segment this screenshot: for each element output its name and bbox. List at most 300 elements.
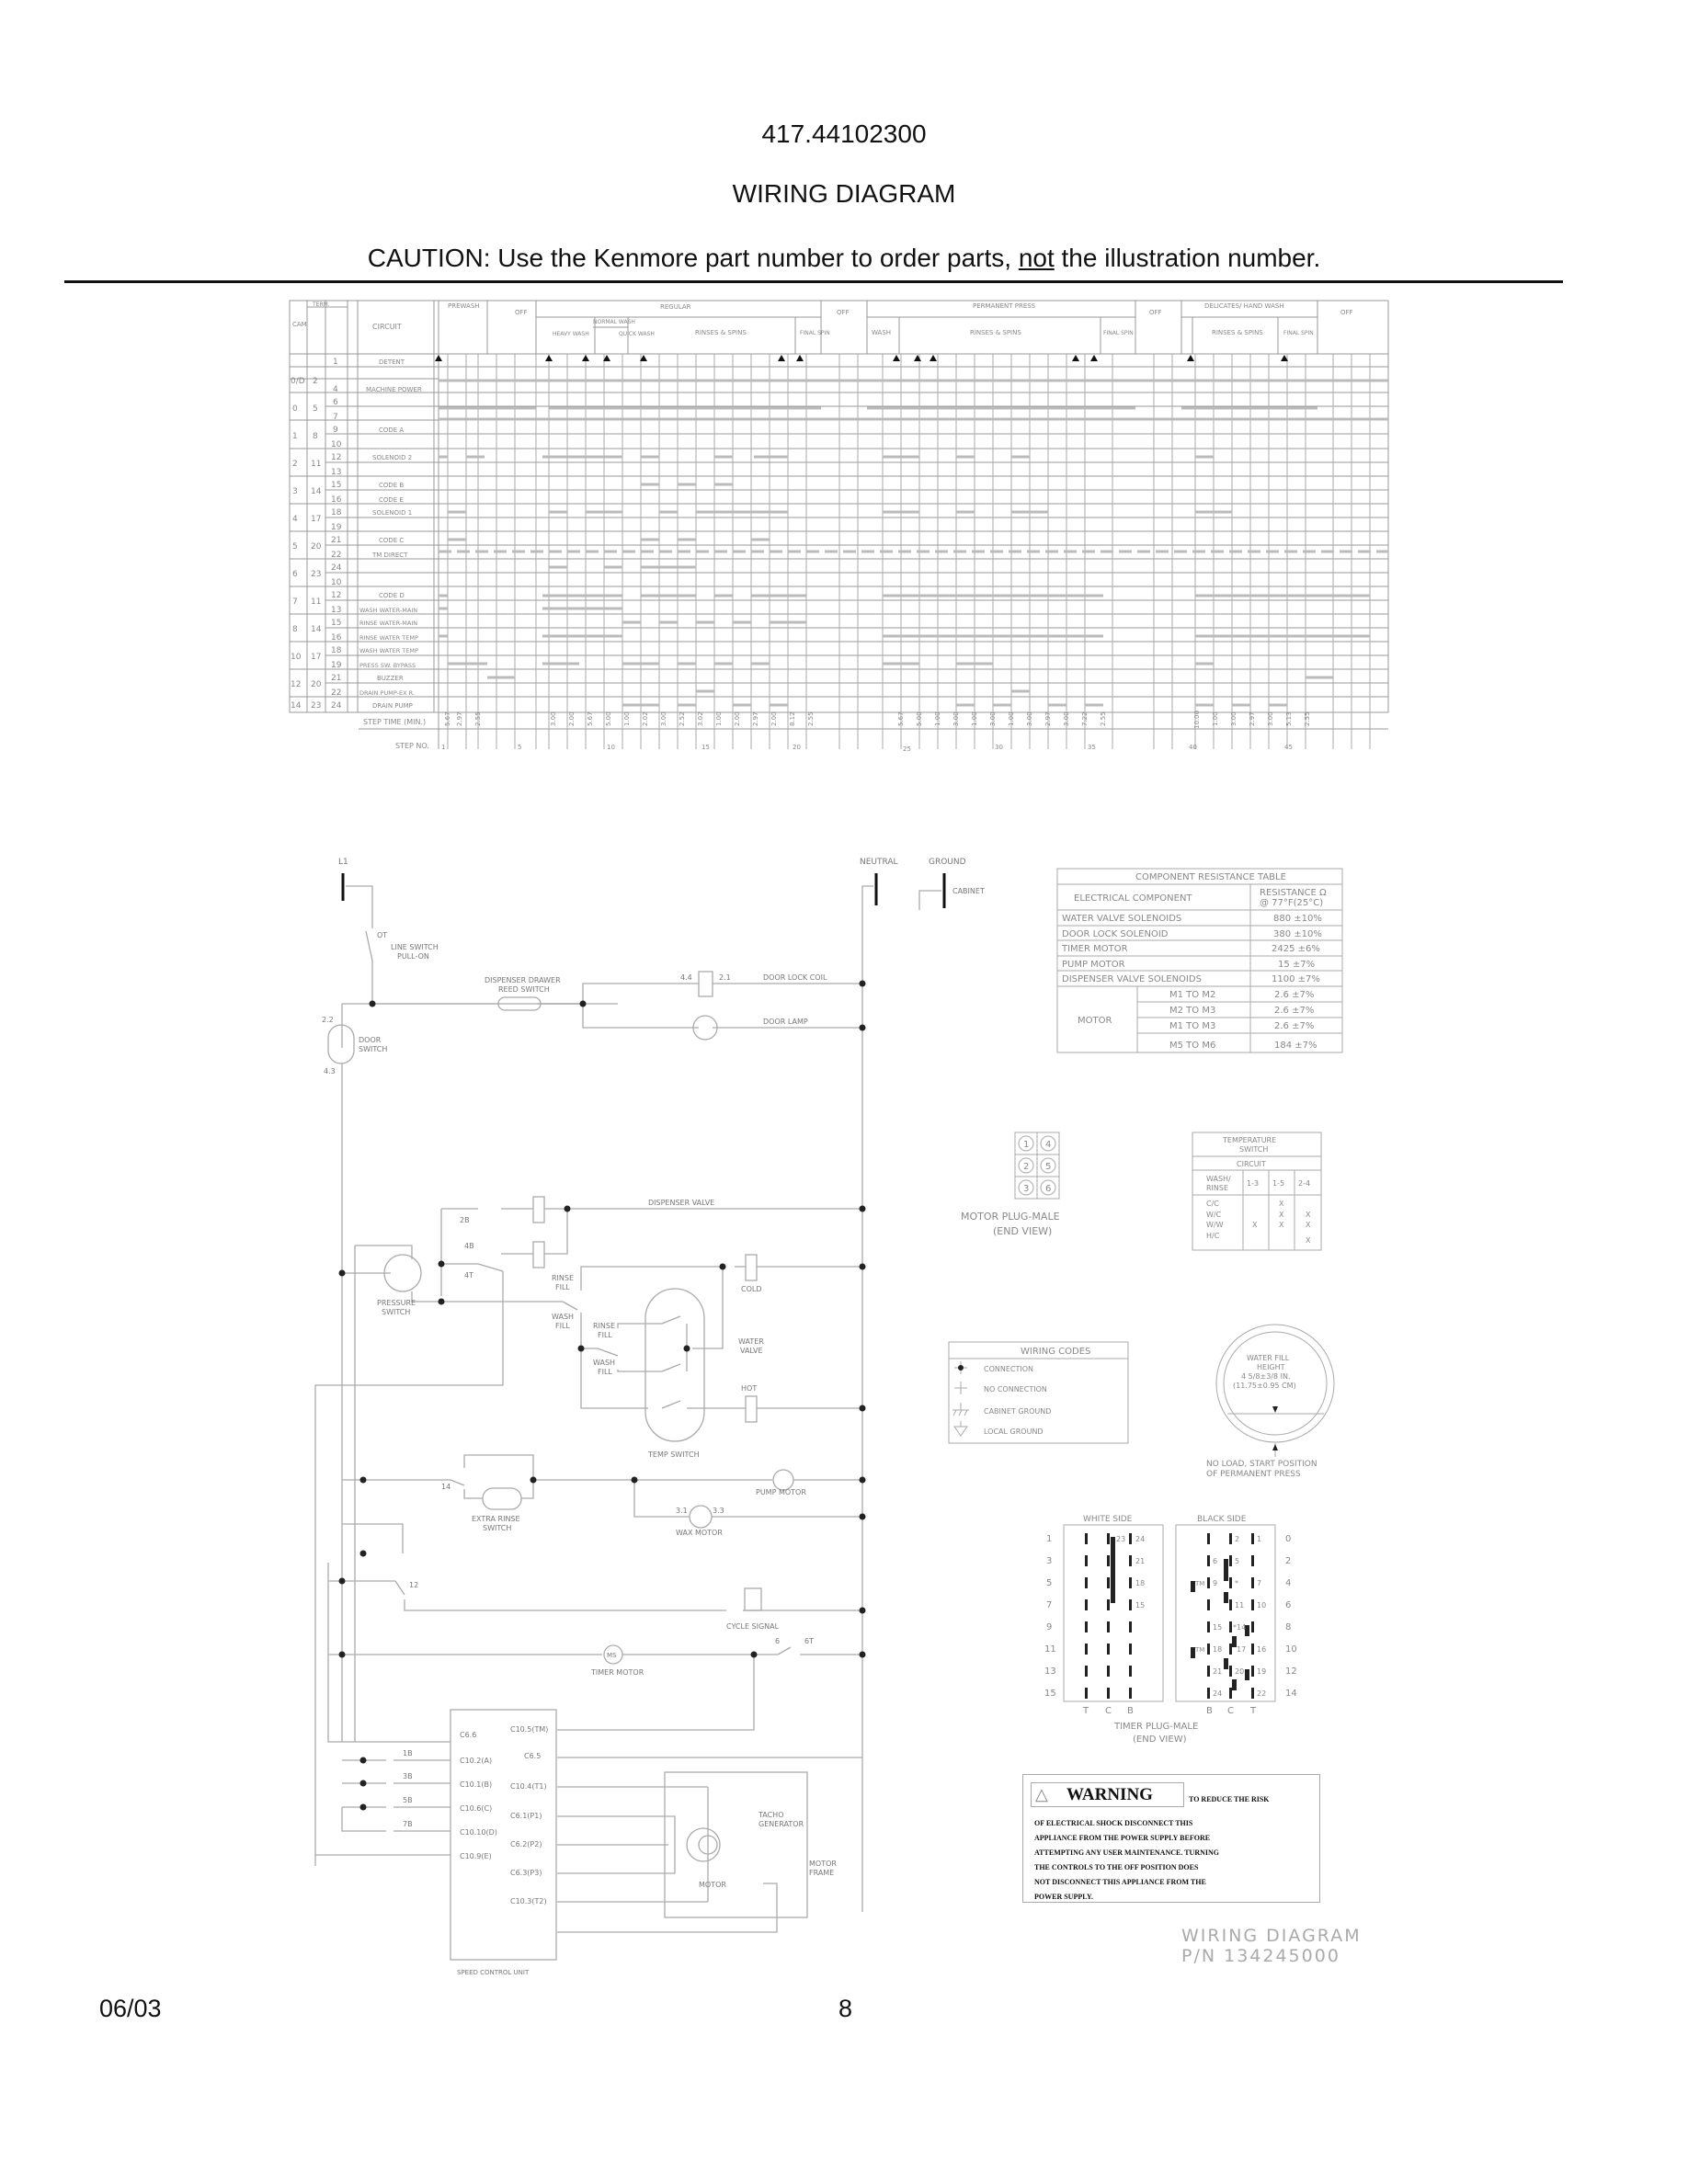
svg-text:15: 15: [1044, 1689, 1056, 1699]
svg-text:15: 15: [1135, 1601, 1146, 1610]
cam-cell: 7: [292, 597, 298, 607]
temp-switch-table: [1192, 1132, 1321, 1250]
svg-text:1-5: 1-5: [1272, 1179, 1285, 1188]
sub-quick-wash: QUICK WASH: [619, 331, 655, 337]
svg-text:3.00: 3.00: [952, 711, 960, 726]
cam-cell: 12: [291, 680, 302, 689]
svg-text:RINSE: RINSE: [1206, 1184, 1229, 1192]
svg-text:11: 11: [1044, 1644, 1056, 1655]
junction-dots: [339, 981, 866, 1811]
svg-text:9: 9: [1046, 1622, 1053, 1632]
fixed-cell: 4: [333, 385, 338, 394]
svg-text:184 ±7%: 184 ±7%: [1274, 1041, 1317, 1051]
svg-text:4B: 4B: [464, 1242, 474, 1250]
svg-text:380 ±10%: 380 ±10%: [1273, 929, 1322, 939]
svg-text:3.00: 3.00: [660, 711, 667, 726]
circuit-cell: CODE A: [379, 427, 405, 434]
svg-text:DISPENSER DRAWER: DISPENSER DRAWER: [485, 976, 561, 984]
svg-text:2.97: 2.97: [1249, 711, 1256, 726]
cycle-off-1: OFF: [515, 309, 528, 316]
cycle-prewash: PREWASH: [448, 302, 480, 310]
cycle-permanent-press: PERMANENT PRESS: [973, 302, 1036, 310]
active-cell: 23: [311, 570, 322, 579]
svg-text:10: 10: [607, 744, 615, 751]
fixed-cell: 1: [333, 358, 338, 367]
step-no-label: STEP NO.: [395, 742, 429, 750]
svg-text:PRESSURE: PRESSURE: [377, 1299, 416, 1307]
cycle-regular: REGULAR: [660, 303, 691, 311]
svg-text:FILL: FILL: [598, 1368, 612, 1376]
svg-text:3.00: 3.00: [1026, 711, 1033, 726]
svg-text:12: 12: [1285, 1666, 1297, 1677]
svg-text:*: *: [1235, 1579, 1238, 1587]
svg-text:6: 6: [1045, 1184, 1052, 1194]
sub-final-spin-reg: FINAL SPIN: [800, 330, 830, 336]
svg-text:4: 4: [1285, 1578, 1292, 1588]
fixed-cell: 12: [331, 453, 342, 462]
svg-text:8: 8: [1285, 1622, 1292, 1632]
svg-text:TEMP SWITCH: TEMP SWITCH: [648, 1450, 700, 1459]
svg-text:2.02: 2.02: [642, 711, 649, 726]
svg-text:2.6 ±7%: 2.6 ±7%: [1274, 1021, 1315, 1031]
svg-text:X: X: [1279, 1211, 1284, 1219]
svg-text:PUMP MOTOR: PUMP MOTOR: [756, 1488, 806, 1496]
svg-text:B: B: [1127, 1706, 1134, 1716]
fixed-cell: 21: [331, 674, 342, 683]
svg-text:WATER: WATER: [738, 1337, 764, 1346]
svg-text:17: 17: [1237, 1645, 1247, 1654]
active-cell: 17: [311, 515, 322, 524]
svg-text:T: T: [1083, 1706, 1089, 1716]
svg-text:W/W: W/W: [1206, 1221, 1224, 1229]
step-times: [444, 711, 1311, 729]
svg-text:45: 45: [1284, 744, 1293, 751]
diagram-part-number: WIRING DIAGRAM P/N 134245000: [1181, 1926, 1362, 1966]
sub-final-spin-pp: FINAL SPIN: [1103, 330, 1134, 336]
caution-suffix: the illustration number.: [1054, 244, 1321, 272]
active-cell: 17: [311, 653, 322, 662]
svg-text:X: X: [1252, 1221, 1258, 1229]
svg-text:20: 20: [793, 744, 801, 751]
svg-text:WASH/: WASH/: [1206, 1175, 1231, 1183]
water-fill-diagram: [1206, 1325, 1334, 1479]
active-cell: 2: [313, 377, 318, 386]
svg-text:3.1: 3.1: [676, 1507, 688, 1515]
svg-text:C: C: [1227, 1706, 1234, 1716]
circuit-cell: WASH WATER TEMP: [359, 647, 418, 654]
svg-text:6: 6: [1213, 1557, 1218, 1565]
svg-text:HOT: HOT: [741, 1384, 758, 1393]
svg-text:20: 20: [1235, 1667, 1245, 1676]
sub-rinses-spins-pp: RINSES & SPINS: [970, 329, 1021, 336]
schematic-labels: [322, 858, 985, 1976]
circuit-cell: CODE D: [379, 592, 405, 599]
svg-text:TIMER MOTOR: TIMER MOTOR: [1062, 944, 1128, 954]
svg-text:X: X: [1279, 1200, 1284, 1208]
svg-text:ELECTRICAL COMPONENT: ELECTRICAL COMPONENT: [1074, 893, 1192, 904]
svg-text:C10.9(E): C10.9(E): [460, 1852, 492, 1860]
wiring-codes-legend: [949, 1342, 1128, 1443]
step-time-label: STEP TIME (MIN.): [363, 718, 427, 726]
svg-text:25: 25: [903, 745, 911, 753]
svg-text:3: 3: [1046, 1556, 1053, 1566]
svg-text:C6.6: C6.6: [460, 1731, 477, 1739]
svg-text:TM: TM: [1195, 1646, 1205, 1654]
svg-text:DOOR LOCK COIL: DOOR LOCK COIL: [763, 973, 827, 982]
cam-cell: 0/D: [291, 377, 305, 386]
svg-text:M2 TO M3: M2 TO M3: [1169, 1006, 1216, 1016]
svg-text:5: 5: [1235, 1557, 1240, 1565]
svg-text:CONNECTION: CONNECTION: [984, 1365, 1034, 1373]
svg-text:35: 35: [1088, 744, 1096, 751]
motor-plug: [961, 1132, 1060, 1237]
timer-chart: [290, 301, 1388, 749]
svg-text:DOOR LAMP: DOOR LAMP: [763, 1018, 808, 1026]
svg-text:7: 7: [1046, 1600, 1053, 1610]
svg-text:WAX MOTOR: WAX MOTOR: [676, 1529, 723, 1537]
svg-text:C10.2(A): C10.2(A): [460, 1757, 493, 1765]
sub-normal-wash: NORMAL WASH: [593, 319, 635, 325]
svg-text:WHITE SIDE: WHITE SIDE: [1083, 1515, 1133, 1524]
cycle-off-2: OFF: [837, 309, 850, 316]
circuit-cell: CODE E: [379, 496, 404, 504]
sub-final-spin-del: FINAL SPIN: [1283, 330, 1314, 336]
svg-text:1.00: 1.00: [1212, 711, 1219, 726]
svg-text:(11.75±0.95 CM): (11.75±0.95 CM): [1233, 1382, 1296, 1390]
timer-plug-diagram: [1044, 1515, 1297, 1745]
circuit-header: CIRCUIT: [372, 323, 402, 331]
svg-text:WASH: WASH: [552, 1313, 575, 1321]
svg-text:2-4: 2-4: [1298, 1179, 1311, 1188]
svg-text:1.00: 1.00: [623, 711, 631, 726]
svg-text:2.55: 2.55: [1304, 711, 1311, 726]
caution-emphasis: not: [1018, 244, 1055, 272]
svg-text:2: 2: [1235, 1535, 1240, 1543]
svg-text:23: 23: [1116, 1535, 1126, 1543]
svg-text:C6.5: C6.5: [524, 1752, 542, 1760]
svg-text:2.6 ±7%: 2.6 ±7%: [1274, 1006, 1315, 1016]
circuit-cell: BUZZER: [377, 675, 404, 682]
svg-text:10: 10: [1257, 1601, 1267, 1610]
svg-text:FRAME: FRAME: [809, 1869, 835, 1877]
svg-text:X: X: [1306, 1236, 1311, 1245]
svg-text:4: 4: [1045, 1140, 1052, 1150]
svg-text:18: 18: [1213, 1645, 1223, 1654]
detent-markers: [435, 355, 1288, 361]
active-cell: 14: [311, 625, 322, 634]
svg-text:CIRCUIT: CIRCUIT: [1237, 1160, 1266, 1168]
svg-text:5.67: 5.67: [897, 711, 905, 726]
svg-text:DISPENSER VALVE SOLENOIDS: DISPENSER VALVE SOLENOIDS: [1062, 974, 1202, 984]
sub-wash-pp: WASH: [872, 329, 892, 336]
svg-text:RESISTANCE Ω: RESISTANCE Ω: [1260, 888, 1327, 898]
svg-text:5.00: 5.00: [916, 711, 923, 726]
svg-text:14: 14: [1285, 1689, 1297, 1699]
circuit-cell: DETENT: [379, 358, 405, 366]
svg-text:WATER FILL: WATER FILL: [1247, 1354, 1290, 1362]
circuit-cell: DRAIN PUMP: [372, 702, 413, 710]
svg-text:1.00: 1.00: [1008, 711, 1015, 726]
svg-text:2.97: 2.97: [752, 711, 759, 726]
svg-text:2.55: 2.55: [474, 711, 482, 726]
svg-text:3.3: 3.3: [713, 1507, 724, 1515]
warning-triangle-icon: △: [1035, 1785, 1048, 1803]
svg-text:WIRING CODES: WIRING CODES: [1021, 1347, 1091, 1357]
svg-text:T: T: [1250, 1706, 1257, 1716]
sub-rinses-spins-del: RINSES & SPINS: [1212, 329, 1263, 336]
fixed-cell: 6: [333, 398, 338, 407]
sub-heavy-wash: HEAVY WASH: [553, 331, 589, 337]
svg-text:3.00: 3.00: [1230, 711, 1237, 726]
svg-text:22: 22: [1257, 1689, 1267, 1698]
svg-text:C6.1(P1): C6.1(P1): [510, 1812, 542, 1820]
svg-text:24: 24: [1135, 1535, 1146, 1543]
svg-text:TACHO: TACHO: [758, 1811, 784, 1819]
svg-text:2B: 2B: [460, 1216, 470, 1224]
fixed-cell: 15: [331, 481, 342, 490]
svg-text:16: 16: [1257, 1645, 1267, 1654]
svg-text:2.00: 2.00: [568, 711, 576, 726]
svg-text:1: 1: [1023, 1140, 1030, 1150]
svg-text:FILL: FILL: [598, 1331, 612, 1339]
svg-text:5: 5: [1046, 1578, 1053, 1588]
svg-text:NO CONNECTION: NO CONNECTION: [984, 1385, 1047, 1393]
fixed-cell: 15: [331, 619, 342, 628]
timer-chart-text: [291, 301, 1353, 753]
circuit-cell: TM DIRECT: [372, 552, 408, 559]
svg-text:MOTOR: MOTOR: [809, 1860, 837, 1868]
svg-text:NEUTRAL: NEUTRAL: [860, 858, 898, 867]
svg-text:C10.5(TM): C10.5(TM): [510, 1725, 549, 1734]
svg-text:SWITCH: SWITCH: [359, 1045, 388, 1053]
svg-text:CYCLE SIGNAL: CYCLE SIGNAL: [726, 1622, 780, 1631]
svg-text:7: 7: [1257, 1579, 1262, 1587]
footer-date: 06/03: [99, 1995, 162, 2022]
svg-text:1: 1: [1257, 1535, 1262, 1543]
svg-text:15: 15: [1213, 1623, 1223, 1632]
fixed-cell: 13: [331, 606, 342, 615]
svg-text:TM: TM: [1195, 1580, 1205, 1587]
svg-text:6: 6: [1285, 1600, 1292, 1610]
svg-text:C6.2(P2): C6.2(P2): [510, 1840, 542, 1848]
active-cell: 20: [311, 680, 322, 689]
circuit-cell: MACHINE POWER: [366, 386, 422, 393]
circuit-cell: WASH WATER-MAIN: [359, 607, 418, 614]
svg-text:13: 13: [1044, 1666, 1056, 1677]
svg-text:3: 3: [1023, 1184, 1030, 1194]
svg-text:M1 TO M3: M1 TO M3: [1169, 1021, 1216, 1031]
page-title: WIRING DIAGRAM: [732, 179, 956, 208]
circuit-cell: PRESS SW. BYPASS: [359, 662, 416, 669]
svg-text:5.67: 5.67: [587, 711, 594, 726]
svg-text:X: X: [1279, 1221, 1284, 1229]
svg-text:RINSE: RINSE: [593, 1322, 616, 1330]
circuit-cell: RINSE WATER-MAIN: [359, 620, 418, 627]
fixed-cell: 12: [331, 591, 342, 600]
fixed-cell: 16: [331, 633, 342, 643]
svg-text:1B: 1B: [403, 1749, 413, 1757]
svg-text:WATER VALVE SOLENOIDS: WATER VALVE SOLENOIDS: [1062, 914, 1182, 924]
cycle-off-3: OFF: [1149, 309, 1162, 316]
svg-text:2.55: 2.55: [1100, 711, 1107, 726]
cam-cell: 14: [291, 701, 302, 711]
svg-text:TIMER PLUG-MALE: TIMER PLUG-MALE: [1114, 1722, 1199, 1732]
svg-text:14: 14: [441, 1483, 451, 1491]
svg-text:1.00: 1.00: [971, 711, 978, 726]
fixed-cell: 13: [331, 468, 342, 477]
svg-text:(END VIEW): (END VIEW): [993, 1225, 1053, 1237]
svg-text:2.6 ±7%: 2.6 ±7%: [1274, 990, 1315, 1000]
svg-text:GROUND: GROUND: [929, 858, 966, 867]
svg-text:FILL: FILL: [555, 1283, 570, 1291]
svg-text:MS: MS: [607, 1652, 617, 1659]
svg-text:2.00: 2.00: [734, 711, 741, 726]
fixed-cell: 22: [331, 551, 342, 560]
svg-text:2425 ±6%: 2425 ±6%: [1272, 944, 1320, 954]
active-cell: 11: [311, 460, 322, 469]
svg-text:SWITCH: SWITCH: [1239, 1145, 1269, 1154]
cam-cell: 2: [292, 460, 298, 469]
svg-text:TIMER MOTOR: TIMER MOTOR: [591, 1668, 644, 1677]
resistance-table-title: COMPONENT RESISTANCE TABLE: [1135, 872, 1286, 882]
svg-text:2.1: 2.1: [719, 973, 731, 982]
svg-text:5B: 5B: [403, 1796, 413, 1804]
svg-text:REED SWITCH: REED SWITCH: [498, 985, 550, 994]
cycle-off-4: OFF: [1340, 309, 1353, 316]
cam-contact-bars: [439, 381, 1388, 705]
circuit-cell: DRAIN PUMP-EX R.: [359, 689, 415, 697]
fixed-cell: 18: [331, 508, 342, 518]
resistance-table: [1057, 869, 1342, 1052]
svg-text:7.22: 7.22: [1081, 711, 1089, 726]
svg-text:DOOR: DOOR: [359, 1036, 382, 1044]
svg-text:19: 19: [1257, 1667, 1267, 1676]
fixed-cell: 24: [331, 563, 342, 573]
term-header: TERM.: [313, 301, 330, 308]
svg-text:@ 77°F(25°C): @ 77°F(25°C): [1260, 898, 1324, 908]
svg-text:10: 10: [1285, 1644, 1297, 1655]
svg-text:MOTOR: MOTOR: [699, 1881, 726, 1889]
svg-text:2.55: 2.55: [807, 711, 815, 726]
svg-text:5: 5: [1045, 1162, 1052, 1172]
svg-text:LINE SWITCH: LINE SWITCH: [391, 943, 439, 951]
svg-text:OF PERMANENT PRESS: OF PERMANENT PRESS: [1206, 1470, 1301, 1479]
svg-text:COLD: COLD: [741, 1285, 762, 1293]
svg-text:21: 21: [1135, 1557, 1146, 1565]
svg-text:6T: 6T: [804, 1637, 814, 1645]
svg-text:3.00: 3.00: [550, 711, 557, 726]
cam-cell: 8: [292, 625, 298, 634]
svg-text:15: 15: [701, 744, 710, 751]
cam-cell: 3: [292, 487, 298, 496]
svg-text:MOTOR PLUG-MALE: MOTOR PLUG-MALE: [961, 1211, 1060, 1223]
svg-text:(END VIEW): (END VIEW): [1133, 1735, 1187, 1745]
svg-text:GENERATOR: GENERATOR: [758, 1820, 804, 1828]
svg-text:*14: *14: [1233, 1623, 1247, 1632]
svg-text:C10.3(T2): C10.3(T2): [510, 1897, 547, 1905]
svg-text:SWITCH: SWITCH: [483, 1524, 512, 1532]
model-number: 417.44102300: [761, 119, 927, 148]
cam-cell: 10: [291, 653, 302, 662]
warning-box: [1022, 1774, 1320, 1903]
svg-text:1100 ±7%: 1100 ±7%: [1272, 974, 1320, 984]
cam-header: CAM: [292, 321, 307, 328]
warning-header: [1031, 1782, 1184, 1807]
svg-text:2: 2: [1285, 1556, 1292, 1566]
svg-text:9: 9: [1213, 1579, 1218, 1587]
svg-text:C: C: [1105, 1706, 1112, 1716]
svg-text:11: 11: [1235, 1601, 1245, 1610]
svg-text:TEMPERATURE: TEMPERATURE: [1223, 1136, 1277, 1144]
active-cell: 5: [313, 404, 318, 414]
svg-text:C10.1(B): C10.1(B): [460, 1780, 493, 1789]
active-cell: 8: [313, 432, 318, 441]
sub-rinses-spins-reg: RINSES & SPINS: [695, 329, 747, 336]
svg-text:2.52: 2.52: [679, 711, 686, 726]
svg-text:8.12: 8.12: [789, 711, 796, 726]
svg-text:3.02: 3.02: [697, 711, 704, 726]
cycle-delicates: DELICATES/ HAND WASH: [1204, 302, 1284, 310]
svg-text:SPEED CONTROL UNIT: SPEED CONTROL UNIT: [457, 1969, 530, 1976]
svg-text:3.00: 3.00: [1063, 711, 1070, 726]
fixed-cell: 10: [331, 440, 342, 449]
svg-text:5.13: 5.13: [1285, 711, 1293, 726]
svg-text:SWITCH: SWITCH: [382, 1308, 411, 1316]
svg-text:NO LOAD, START POSITION: NO LOAD, START POSITION: [1206, 1460, 1317, 1469]
svg-text:DISPENSER VALVE: DISPENSER VALVE: [648, 1199, 715, 1207]
cam-cell: 1: [292, 432, 298, 441]
svg-text:MOTOR: MOTOR: [1078, 1016, 1112, 1026]
svg-text:FILL: FILL: [555, 1322, 570, 1330]
svg-text:PUMP MOTOR: PUMP MOTOR: [1062, 960, 1125, 970]
svg-text:3.00: 3.00: [1267, 711, 1274, 726]
svg-text:BLACK SIDE: BLACK SIDE: [1197, 1515, 1247, 1524]
circuit-cell: SOLENOID 2: [372, 454, 413, 461]
active-cell: 14: [311, 487, 322, 496]
svg-text:15 ±7%: 15 ±7%: [1278, 960, 1316, 970]
svg-text:X: X: [1306, 1211, 1311, 1219]
fixed-cell: 10: [331, 578, 342, 587]
svg-text:WASH: WASH: [593, 1359, 616, 1367]
svg-text:4.3: 4.3: [324, 1067, 336, 1075]
svg-text:DOOR LOCK SOLENOID: DOOR LOCK SOLENOID: [1062, 929, 1169, 939]
svg-text:18: 18: [1135, 1579, 1146, 1587]
svg-text:12: 12: [409, 1581, 419, 1589]
svg-text:L1: L1: [338, 858, 348, 867]
svg-text:HEIGHT: HEIGHT: [1257, 1363, 1285, 1371]
svg-text:PULL-ON: PULL-ON: [397, 952, 429, 961]
svg-text:2: 2: [1023, 1162, 1030, 1172]
svg-text:M1 TO M2: M1 TO M2: [1169, 990, 1216, 1000]
svg-text:X: X: [1306, 1221, 1311, 1229]
svg-text:C6.3(P3): C6.3(P3): [510, 1869, 542, 1877]
svg-text:4 5/8±3/8 IN.: 4 5/8±3/8 IN.: [1241, 1372, 1291, 1381]
svg-text:1.00: 1.00: [934, 711, 941, 726]
fixed-cell: 19: [331, 523, 342, 532]
svg-text:3B: 3B: [403, 1772, 413, 1780]
svg-text:24: 24: [1213, 1689, 1223, 1698]
svg-text:H/C: H/C: [1206, 1232, 1220, 1240]
svg-text:4T: 4T: [464, 1271, 473, 1280]
svg-text:1.00: 1.00: [715, 711, 723, 726]
warning-title: WARNING: [1066, 1785, 1153, 1804]
cam-cell: 4: [292, 515, 298, 524]
warning-body: OF ELECTRICAL SHOCK DISCONNECT THIS APPLIANCE FROM THE POWER SUPPLY BEFORE ATTEMPTING ANY USER MAINTENANCE. TURNING THE CONTROLS TO THE OFF POSITION DOES NOT DISCONNECT THIS APPLIANCE FROM THE POWER SUPPLY.: [1034, 1819, 1219, 1901]
circuit-cell: CODE C: [379, 537, 405, 544]
svg-text:LOCAL GROUND: LOCAL GROUND: [984, 1428, 1044, 1436]
svg-text:5: 5: [518, 744, 522, 751]
fixed-cell: 9: [333, 426, 338, 435]
